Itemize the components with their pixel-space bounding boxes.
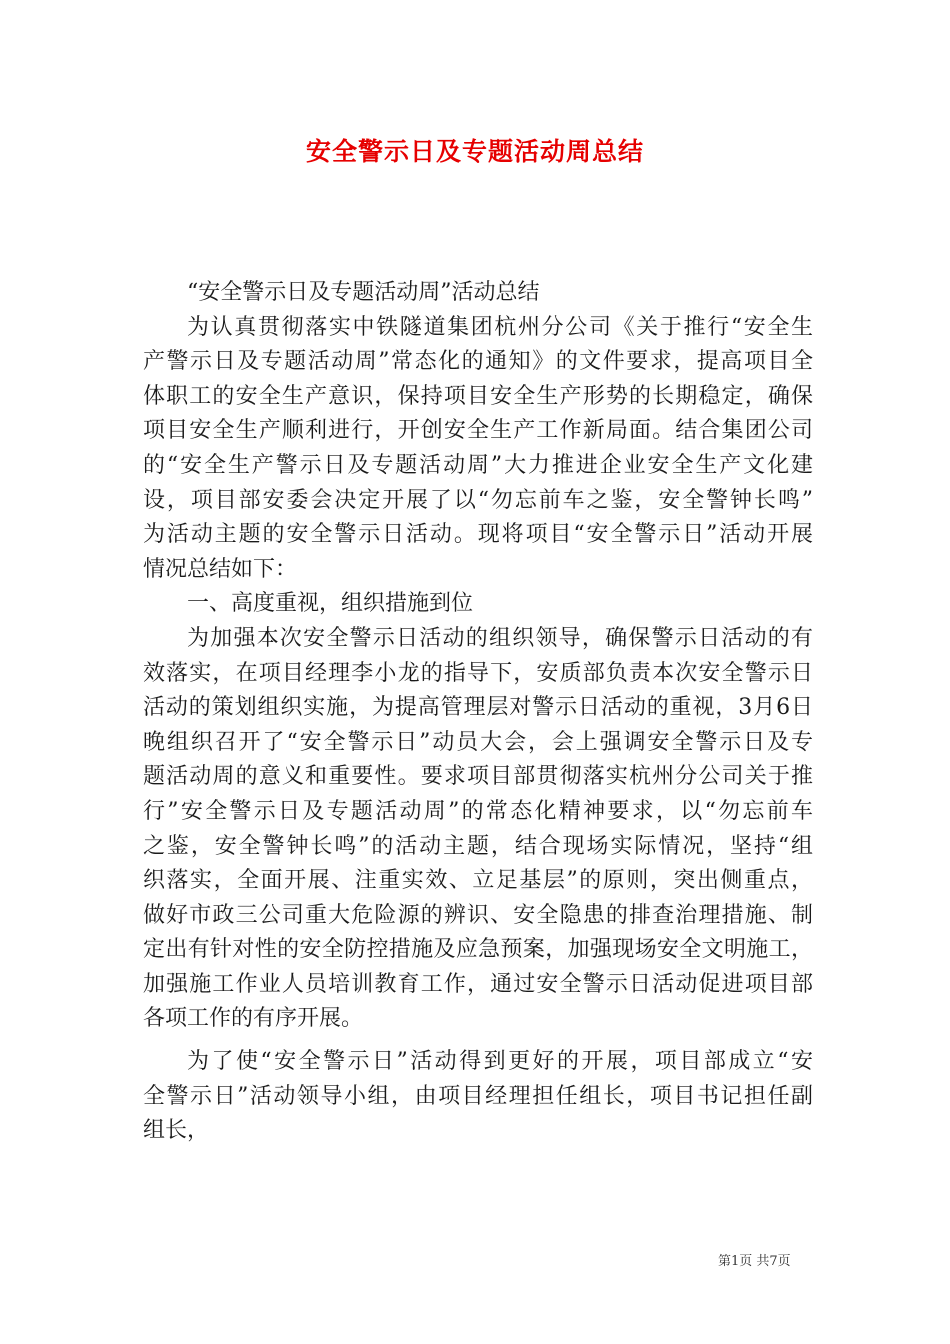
body-line: 活动的策划组织实施，为提高管理层对警示日活动的重视，3月6日 xyxy=(143,695,813,721)
body-line: 项目安全生产顺利进行，开创安全生产工作新局面。结合集团公司 xyxy=(143,418,813,444)
body-line: 为加强本次安全警示日活动的组织领导，确保警示日活动的有 xyxy=(187,625,813,651)
body-line: 各项工作的有序开展。 xyxy=(143,1006,364,1032)
paragraph-gap xyxy=(143,1037,813,1045)
body-line: 之鉴，安全警钟长鸣”的活动主题，结合现场实际情况，坚持“组 xyxy=(143,833,813,859)
body-line: 组长， xyxy=(143,1118,210,1144)
section-heading: 一、高度重视，组织措施到位 xyxy=(187,591,474,617)
body-line: 设，项目部安委会决定开展了以“勿忘前车之鉴，安全警钟长鸣” xyxy=(143,487,813,513)
body-line: 情况总结如下： xyxy=(143,556,298,582)
body-line: 产警示日及专题活动周”常态化的通知》的文件要求，提高项目全 xyxy=(143,349,813,375)
body-line: 为认真贯彻落实中铁隧道集团杭州分公司《关于推行“安全生 xyxy=(187,314,813,340)
document-title: 安全警示日及专题活动周总结 xyxy=(305,137,644,166)
body-line: 织落实，全面开展、注重实效、立足基层”的原则，突出侧重点， xyxy=(143,868,813,894)
subtitle-line: “安全警示日及专题活动周”活动总结 xyxy=(187,280,540,305)
body-line: 行”安全警示日及专题活动周”的常态化精神要求，以“勿忘前车 xyxy=(143,798,813,824)
body-line: 的“安全生产警示日及专题活动周”大力推进企业安全生产文化建 xyxy=(143,452,813,478)
body-line: 题活动周的意义和重要性。要求项目部贯彻落实杭州分公司关于推 xyxy=(143,764,813,790)
document-body xyxy=(143,276,813,1149)
body-line: 为了使“安全警示日”活动得到更好的开展，项目部成立“安 xyxy=(187,1049,813,1075)
body-line: 加强施工作业人员培训教育工作，通过安全警示日活动促进项目部 xyxy=(143,971,813,997)
page-number: 第1页 共7页 xyxy=(718,1254,791,1269)
body-line: 定出有针对性的安全防控措施及应急预案，加强现场安全文明施工， xyxy=(143,937,813,963)
body-line: 体职工的安全生产意识，保持项目安全生产形势的长期稳定，确保 xyxy=(143,383,813,409)
body-line: 为活动主题的安全警示日活动。现将项目“安全警示日”活动开展 xyxy=(143,522,813,548)
body-line: 晚组织召开了“安全警示日”动员大会，会上强调安全警示日及专 xyxy=(143,729,813,755)
body-line: 效落实，在项目经理李小龙的指导下，安质部负责本次安全警示日 xyxy=(143,660,813,686)
body-line: 全警示日”活动领导小组，由项目经理担任组长，项目书记担任副 xyxy=(143,1083,813,1109)
body-line: 做好市政三公司重大危险源的辨识、安全隐患的排查治理措施、制 xyxy=(143,902,813,928)
